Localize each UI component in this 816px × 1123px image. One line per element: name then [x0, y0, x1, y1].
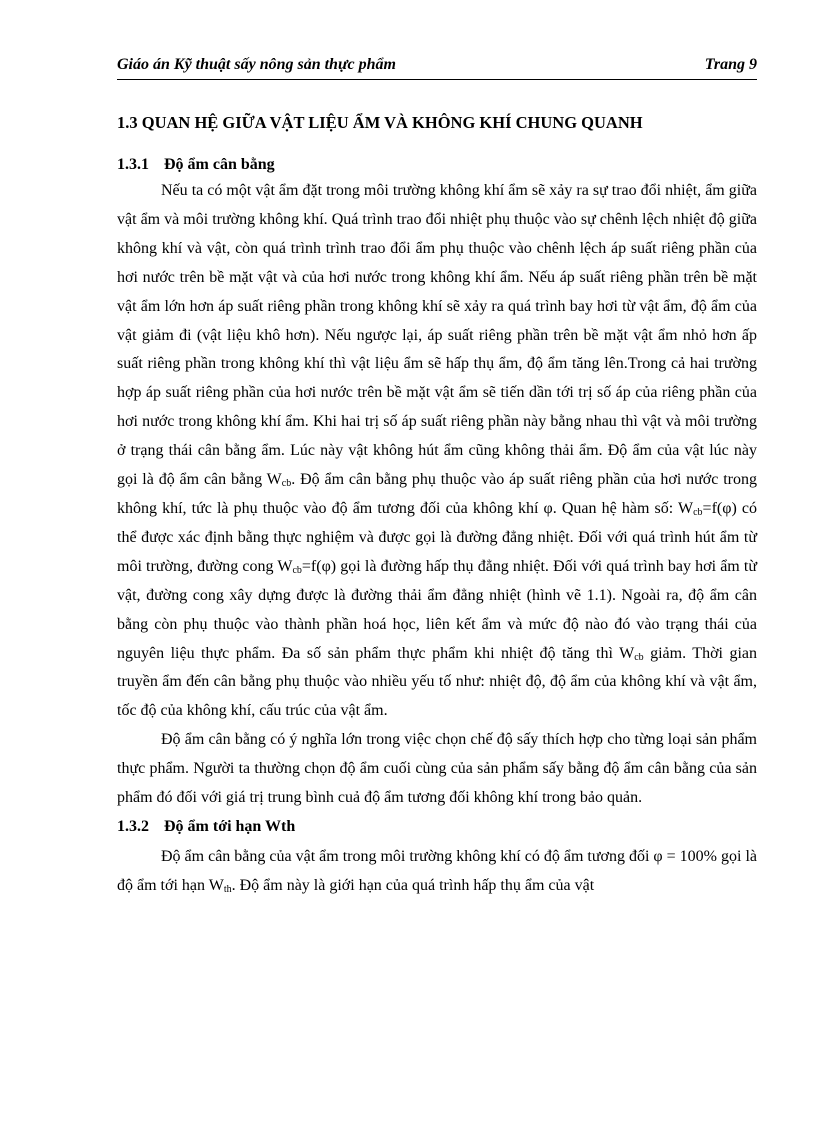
- text-run: Độ ẩm cân bằng của vật ẩm trong môi trường không khí có độ ẩm tương đối φ = 100% gọi là độ ẩm tới hạn W: [117, 847, 757, 894]
- subscript: cb: [634, 651, 644, 663]
- text-run: =f(φ) gọi là đường hấp thụ đẳng nhiệt. Đối với quá trình bay hơi ẩm từ vật, đường cong xây dựng được là đường thải ẩm đẳng nhiệt (hình vẽ 1.1). Ngoài ra, độ ẩm cân bằng còn phụ thuộc vào thành phần hoá học, liên kết ẩm và mức độ nào đó vào trạng thái của nguyên liệu thực phẩm. Đa số sản phẩm thực phẩm khi nhiệt độ tăng thì W: [117, 557, 758, 662]
- subsection-title: Độ ẩm cân bằng: [164, 156, 275, 173]
- text-run: . Độ ẩm này là giới hạn của quá trình hấp thụ ẩm của vật: [231, 876, 595, 894]
- subsection-number: 1.3.1: [117, 156, 149, 173]
- subscript: cb: [693, 506, 703, 518]
- page-header: [117, 56, 757, 78]
- paragraph: [117, 843, 757, 901]
- page-number: Trang 9: [704, 56, 757, 73]
- text-run: Nếu ta có một vật ẩm đặt trong môi trường không khí ẩm sẽ xảy ra sự trao đổi nhiệt, ẩm giữa vật ẩm và môi trường không khí. Quá trình trao đổi nhiệt phụ thuộc vào sự chênh lệch nhiệt độ giữa không khí và vật, còn quá trình trình trao đổi ẩm phụ thuộc vào chênh lệch áp suất riêng phần của hơi nước trên bề mặt vật và của hơi nước trong không khí ẩm. Nếu áp suất riêng phần trên bề mặt vật ẩm lớn hơn áp suất riêng phần trong không khí sẽ xảy ra quá trình bay hơi từ vật ẩm, độ ẩm của vật giảm đi (vật liệu khô hơn). Nếu ngược lại, áp suất riêng phần trên bề mặt vật ẩm nhỏ hơn ấp suất riêng phần trong không khí thì vật liệu ẩm sẽ hấp thụ ẩm, độ ẩm tăng lên.Trong cả hai trường hợp áp suất riêng phần của hơi nước trên bề mặt vật ẩm sẽ tiến dần tới trị số áp của riêng phần của hơi nước trong không khí ẩm. Khi hai trị số áp suất riêng phần này bằng nhau thì vật và môi trường ở trạng thái cân bằng ẩm. Lúc này vật không hút ẩm cũng không thải ẩm. Độ ẩm của vật lúc này gọi là độ ẩm cân bằng W: [117, 182, 757, 489]
- header-divider: [117, 79, 757, 80]
- document-title: Giáo án Kỹ thuật sấy nông sản thực phẩm: [117, 56, 396, 73]
- page-content: [117, 113, 757, 901]
- text-run: . Độ ẩm cân bằng phụ thuộc vào áp suất riêng phần của hơi nước trong không khí, tức là phụ thuộc vào độ ẩm tương đối của không khí φ. Quan hệ hàm số: W: [117, 471, 757, 517]
- text-run: giảm. Thời gian truyền ẩm đến cân bằng phụ thuộc vào nhiều yếu tố như: nhiệt độ, độ ẩm của không khí và vật ẩm, tốc độ của không khí, cấu trúc của vật ẩm.: [117, 644, 757, 720]
- text-run: =f(φ) có thể được xác định bằng thực nghiệm và được gọi là đường đẳng nhiệt. Đối với quá trình hút ẩm từ môi trường, đường cong W: [117, 499, 757, 575]
- subsection-heading-2: [117, 815, 757, 839]
- subscript: cb: [292, 564, 302, 576]
- paragraph: Độ ẩm cân bằng có ý nghĩa lớn trong việc chọn chế độ sấy thích hợp cho từng loại sản phẩm thực phẩm. Người ta thường chọn độ ẩm cuối cùng của sản phẩm sấy bằng độ ẩm cân bằng của sản phẩm đó đối với giá trị trung bình cuả độ ẩm tương đối không khí trong bảo quản.: [117, 731, 757, 807]
- subsection-heading-1: [117, 153, 757, 177]
- section-heading: 1.3 QUAN HỆ GIỮA VẬT LIỆU ẨM VÀ KHÔNG KHÍ CHUNG QUANH: [117, 113, 643, 132]
- subscript: cb: [281, 478, 292, 490]
- subsection-title: Độ ẩm tới hạn Wth: [164, 817, 296, 835]
- paragraph: [117, 177, 757, 726]
- subscript: th: [223, 883, 232, 895]
- subsection-number: 1.3.2: [117, 817, 149, 835]
